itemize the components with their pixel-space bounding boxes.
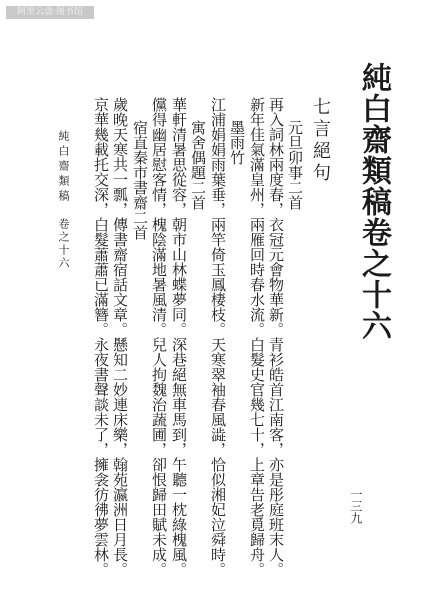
poem-line: 寓舍偶題二首 — [189, 120, 207, 210]
volume-title: 純白齋類稿卷之十六 — [356, 62, 391, 341]
poem-line: 墨雨竹 — [228, 120, 246, 165]
page-number: 一三九 — [349, 488, 363, 524]
center-volume: 卷之十六 — [57, 218, 70, 270]
poem-line: 再入詞林兩度春，衣冠元會物華新。青衫皓首江南客，亦是彤庭班末人。 — [267, 97, 285, 577]
poem-line: 新年佳氣滿皇州，兩雁回時春水流。白髮史官幾七十，上章告老覓歸舟。 — [248, 97, 266, 577]
poem-line: 京華幾載托交深，白髮蕭蕭已滿簪。永夜書聲談未了，擁衾彷彿夢雲林。 — [92, 97, 110, 577]
poem-line: 儻得幽居慰客情，槐陰滿地暑風清。兒人拘魏治蔬圃，卻恨歸田賦未成。 — [150, 97, 168, 577]
center-title: 純白齋類稿 — [57, 130, 70, 205]
section-title: 七言絕句 — [310, 97, 331, 185]
poem-line: 華軒清暑思從容，朝市山林蝶夢同。深巷絕無車馬到，午聽一枕綠槐風。 — [170, 97, 188, 577]
poem-line: 元旦卯事二首 — [286, 120, 304, 210]
poem-line: 歲晚天寒共一瓢，傳書齋宿話文章。懸知二妙連床樂，翰苑瀛洲日月長。 — [111, 97, 129, 577]
poem-line: 江浦娟娟雨葉垂，兩竿倚玉鳳棲枝。天寒翠袖春風澁，恰似湘妃泣舜時。 — [209, 97, 227, 577]
library-watermark: 阿里云盘·图书馆 — [6, 6, 94, 19]
poem-line: 宿直秦市書齋二首 — [131, 120, 149, 240]
